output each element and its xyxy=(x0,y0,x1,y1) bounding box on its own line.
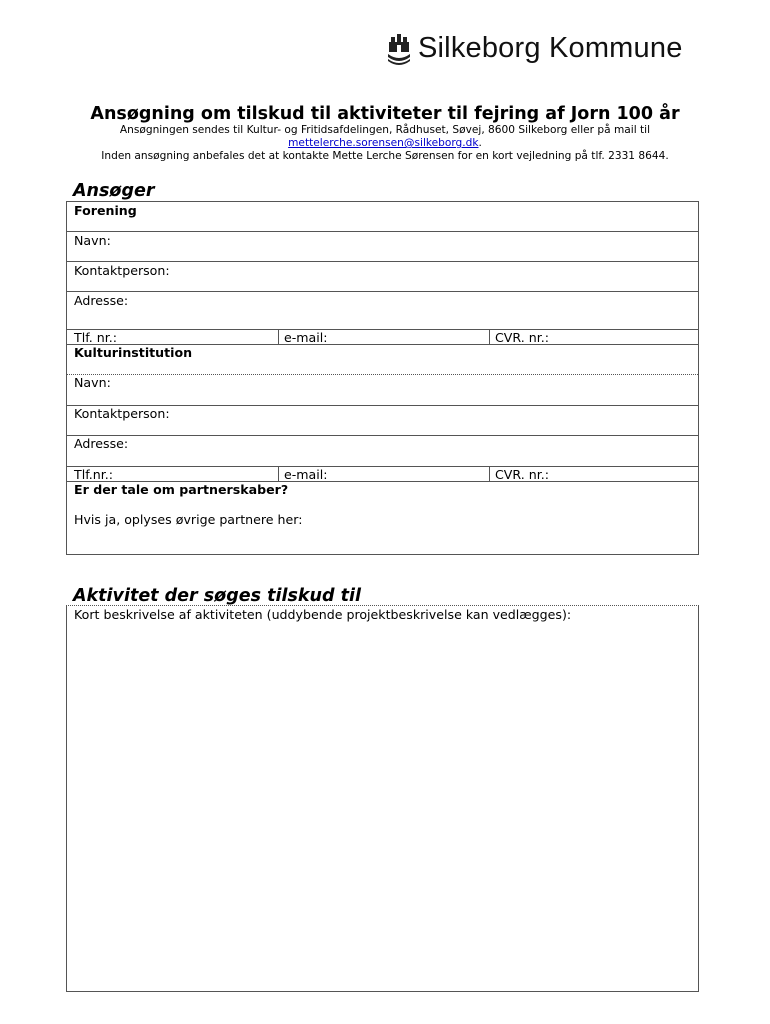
row-divider xyxy=(67,466,698,467)
forening-navn-field[interactable]: Navn: xyxy=(74,233,111,248)
forening-email-field[interactable]: e-mail: xyxy=(284,330,328,345)
kultur-cvr-field[interactable]: CVR. nr.: xyxy=(495,467,549,482)
cell-divider xyxy=(489,329,490,344)
forening-kontaktperson-field[interactable]: Kontaktperson: xyxy=(74,263,170,278)
kultur-adresse-field[interactable]: Adresse: xyxy=(74,436,129,451)
forening-label: Forening xyxy=(74,203,137,218)
kultur-tlf-field[interactable]: Tlf.nr.: xyxy=(74,467,113,482)
row-divider xyxy=(67,291,698,292)
row-divider xyxy=(67,374,698,375)
kultur-label: Kulturinstitution xyxy=(74,345,193,360)
row-divider xyxy=(67,261,698,262)
kultur-kontaktperson-field[interactable]: Kontaktperson: xyxy=(74,406,170,421)
partners-field[interactable]: Hvis ja, oplyses øvrige partnere her: xyxy=(74,512,303,527)
partnership-question: Er der tale om partnerskaber? xyxy=(74,482,289,497)
intro-line-2 xyxy=(0,137,770,150)
section-heading-activity: Aktivitet der søges tilskud til xyxy=(73,586,361,606)
municipality-logo xyxy=(386,30,706,72)
intro-line-3: Inden ansøgning anbefales det at kontakte Mette Lerche Sørensen for en kort vejledning på tlf. 2331 8644. xyxy=(101,150,669,162)
row-divider xyxy=(67,231,698,232)
forening-adresse-field[interactable]: Adresse: xyxy=(74,293,129,308)
activity-description-label: Kort beskrivelse af aktiviteten (uddybende projektbeskrivelse kan vedlægges): xyxy=(74,607,572,622)
applicant-form xyxy=(66,201,699,555)
forening-tlf-field[interactable]: Tlf. nr.: xyxy=(74,330,117,345)
coat-of-arms-icon xyxy=(386,32,412,68)
section-heading-applicant: Ansøger xyxy=(73,181,155,201)
kultur-email-field[interactable]: e-mail: xyxy=(284,467,328,482)
intro-line-1: Ansøgningen sendes til Kultur- og Fritidsafdelingen, Rådhuset, Søvej, 8600 Silkeborg eller på mail til xyxy=(119,124,651,136)
kultur-navn-field[interactable]: Navn: xyxy=(74,375,111,390)
activity-description-box[interactable] xyxy=(66,605,699,992)
page-title: Ansøgning om tilskud til aktiviteter til fejring af Jorn 100 år xyxy=(90,104,680,124)
email-link[interactable]: mettelerche.sorensen@silkeborg.dk xyxy=(288,137,479,149)
row-divider xyxy=(67,329,698,330)
logo-text: Silkeborg Kommune xyxy=(418,32,683,64)
cell-divider xyxy=(489,466,490,481)
forening-cvr-field[interactable]: CVR. nr.: xyxy=(495,330,549,345)
cell-divider xyxy=(278,329,279,344)
email-suffix: . xyxy=(478,137,482,149)
intro-text xyxy=(0,124,770,163)
row-divider xyxy=(67,435,698,436)
cell-divider xyxy=(278,466,279,481)
